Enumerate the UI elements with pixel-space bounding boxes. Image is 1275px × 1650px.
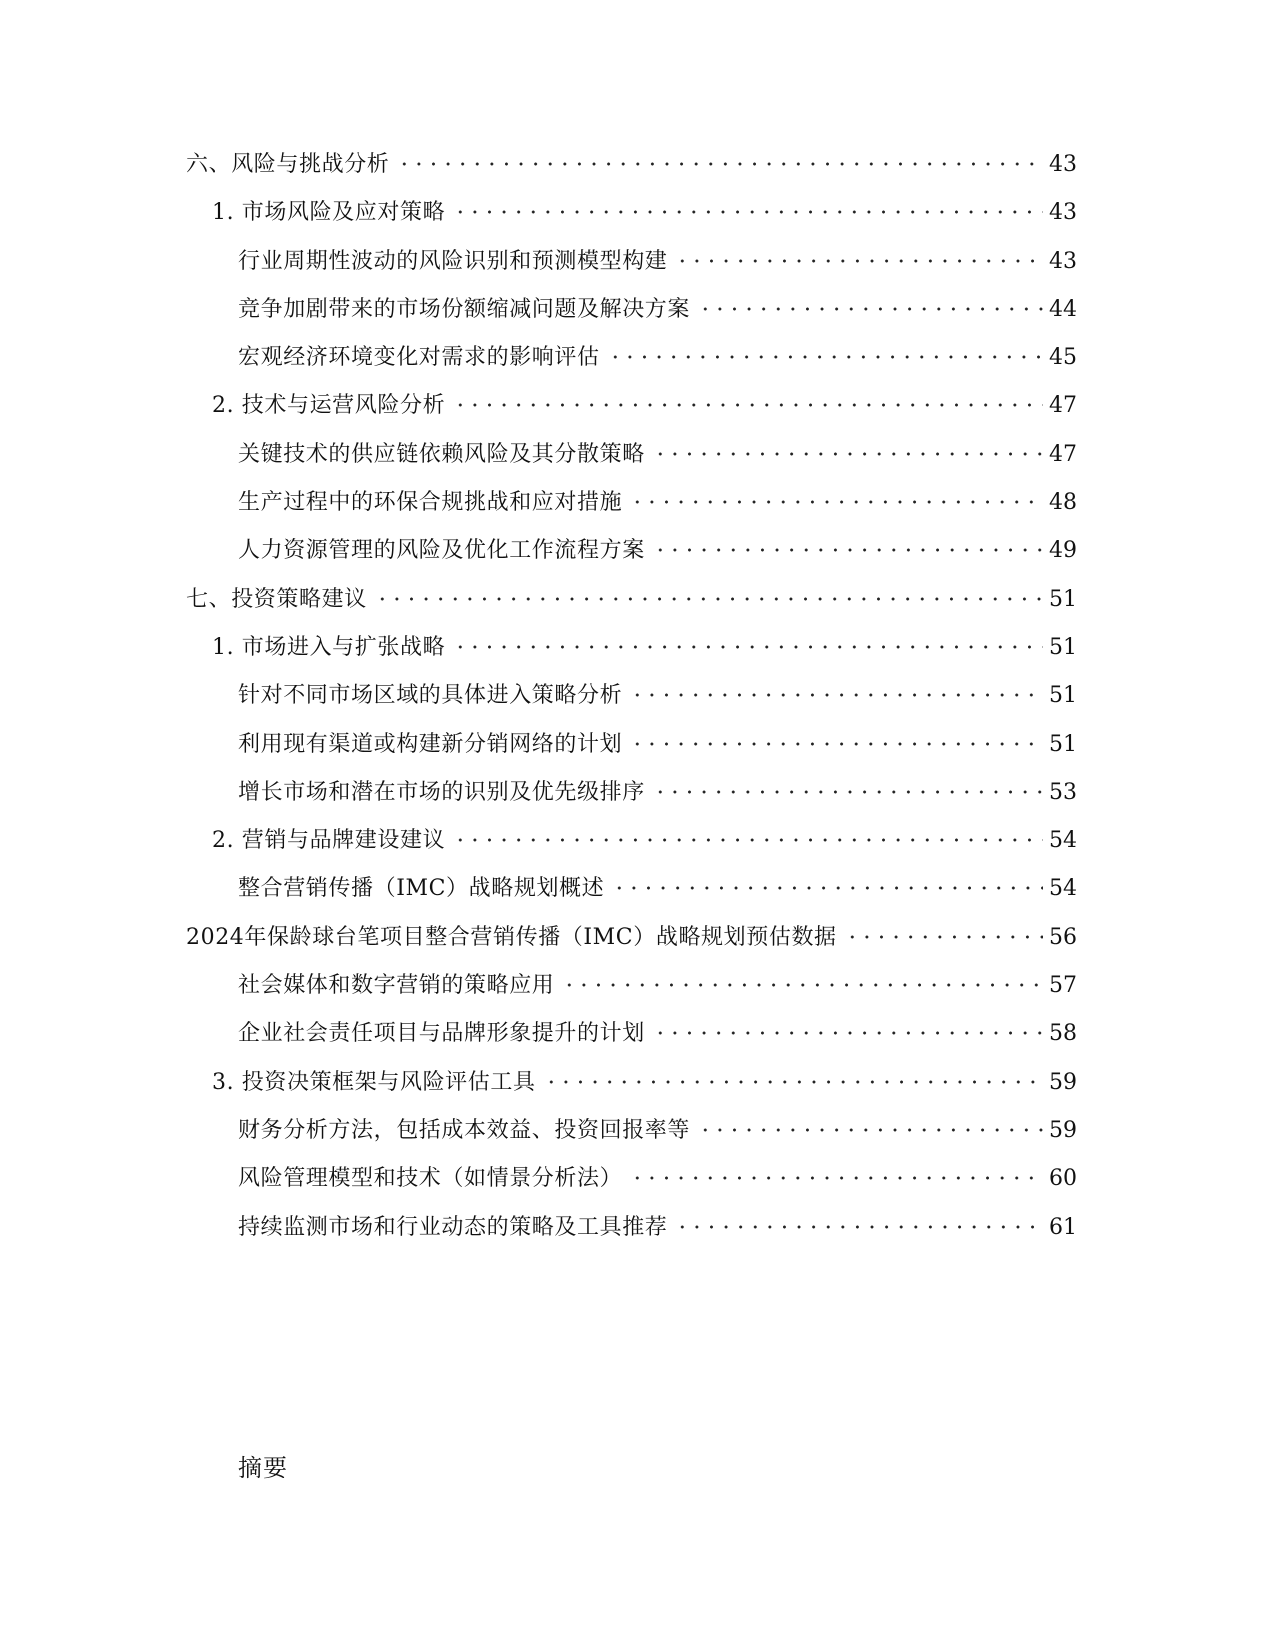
toc-page-number: 54 (1049, 828, 1077, 854)
toc-entry-title: 社会媒体和数字营销的策略应用 (238, 973, 555, 999)
toc-entry[interactable] (186, 1059, 1077, 1107)
toc-entry[interactable] (186, 1155, 1077, 1203)
dot-leader (562, 983, 1043, 987)
toc-entry-title: 生产过程中的环保合规挑战和应对措施 (238, 490, 623, 516)
dot-leader (845, 935, 1043, 939)
toc-entry[interactable] (186, 817, 1077, 865)
toc-page-number: 59 (1049, 1117, 1077, 1143)
dot-leader (675, 1225, 1043, 1229)
toc-entry[interactable] (186, 865, 1077, 913)
toc-entry-title: 六、风险与挑战分析 (186, 152, 390, 177)
toc-page-number: 43 (1049, 248, 1077, 274)
toc-entry[interactable] (186, 624, 1077, 672)
toc-entry-title: 竞争加剧带来的市场份额缩减问题及解决方案 (238, 296, 691, 322)
dot-leader (630, 693, 1043, 697)
toc-entry[interactable] (186, 721, 1077, 769)
toc-entry[interactable] (186, 769, 1077, 817)
dot-leader (453, 645, 1043, 649)
dot-leader (397, 162, 1043, 166)
toc-entry[interactable] (186, 334, 1077, 382)
dot-leader (653, 548, 1043, 552)
abstract-heading: 摘要 (238, 1454, 288, 1482)
toc-page-number: 61 (1049, 1214, 1077, 1240)
toc-entry[interactable] (186, 479, 1077, 527)
toc-page-number: 45 (1049, 345, 1077, 371)
dot-leader (698, 1128, 1043, 1132)
toc-entry-title: 宏观经济环境变化对需求的影响评估 (238, 345, 600, 371)
toc-page-number: 57 (1049, 973, 1077, 999)
dot-leader (453, 838, 1043, 842)
toc-entry-title: 针对不同市场区域的具体进入策略分析 (238, 683, 623, 709)
toc-page-number: 43 (1049, 152, 1077, 177)
toc-page-number: 58 (1049, 1021, 1077, 1047)
toc-entry[interactable] (186, 1204, 1077, 1252)
dot-leader (675, 259, 1043, 263)
toc-page-number: 43 (1049, 200, 1077, 226)
toc-entry-title: 利用现有渠道或构建新分销网络的计划 (238, 731, 623, 757)
dot-leader (653, 452, 1043, 456)
toc-entry[interactable] (186, 527, 1077, 575)
toc-entry-title: 2. 技术与运营风险分析 (212, 393, 446, 419)
toc-entry-title: 3. 投资决策框架与风险评估工具 (212, 1069, 536, 1095)
toc-entry[interactable] (186, 382, 1077, 430)
toc-entry[interactable] (186, 672, 1077, 720)
dot-leader (653, 1031, 1043, 1035)
toc-entry[interactable] (186, 431, 1077, 479)
toc-entry[interactable] (186, 189, 1077, 237)
toc-entry-title: 整合营销传播（IMC）战略规划概述 (238, 876, 605, 902)
toc-entry[interactable] (186, 1010, 1077, 1058)
toc-entry[interactable] (186, 962, 1077, 1010)
toc-page-number: 53 (1049, 779, 1077, 805)
toc-page-number: 47 (1049, 393, 1077, 419)
toc-entry-title: 行业周期性波动的风险识别和预测模型构建 (238, 248, 668, 274)
dot-leader (612, 886, 1043, 890)
toc-page-number: 56 (1049, 924, 1077, 950)
dot-leader (453, 210, 1043, 214)
toc-entry-title: 增长市场和潜在市场的识别及优先级排序 (238, 779, 645, 805)
dot-leader (375, 597, 1043, 601)
toc-page-number: 51 (1049, 683, 1077, 709)
dot-leader (608, 355, 1043, 359)
toc-entry-title: 关键技术的供应链依赖风险及其分散策略 (238, 441, 645, 467)
toc-page-number: 54 (1049, 876, 1077, 902)
toc-entry-title: 1. 市场进入与扩张战略 (212, 634, 446, 660)
toc-entry-title: 2. 营销与品牌建设建议 (212, 828, 446, 854)
dot-leader (630, 742, 1043, 746)
dot-leader (630, 500, 1043, 504)
toc-page-number: 49 (1049, 538, 1077, 564)
toc-entry[interactable] (186, 286, 1077, 334)
toc-entry[interactable] (186, 238, 1077, 286)
toc-entry-title: 财务分析方法，包括成本效益、投资回报率等 (238, 1117, 691, 1143)
toc-entry-title: 七、投资策略建议 (186, 586, 367, 612)
toc-entry-title: 2024年保龄球台笔项目整合营销传播（IMC）战略规划预估数据 (186, 924, 837, 950)
table-of-contents (186, 141, 1077, 1252)
toc-page-number: 51 (1049, 731, 1077, 757)
toc-page-number: 59 (1049, 1069, 1077, 1095)
toc-entry-title: 风险管理模型和技术（如情景分析法） (238, 1166, 623, 1192)
toc-page-number: 60 (1049, 1166, 1077, 1192)
toc-entry-title: 人力资源管理的风险及优化工作流程方案 (238, 538, 645, 564)
dot-leader (544, 1080, 1043, 1084)
toc-page-number: 51 (1049, 586, 1077, 612)
toc-entry[interactable] (186, 141, 1077, 189)
toc-page-number: 48 (1049, 490, 1077, 516)
dot-leader (630, 1176, 1043, 1180)
toc-entry[interactable] (186, 576, 1077, 624)
toc-page-number: 47 (1049, 441, 1077, 467)
toc-entry[interactable] (186, 1107, 1077, 1155)
toc-entry[interactable] (186, 914, 1077, 962)
dot-leader (698, 307, 1043, 311)
toc-page-number: 51 (1049, 634, 1077, 660)
toc-entry-title: 持续监测市场和行业动态的策略及工具推荐 (238, 1214, 668, 1240)
toc-entry-title: 企业社会责任项目与品牌形象提升的计划 (238, 1021, 645, 1047)
dot-leader (453, 403, 1043, 407)
toc-entry-title: 1. 市场风险及应对策略 (212, 200, 446, 226)
toc-page-number: 44 (1049, 296, 1077, 322)
dot-leader (653, 790, 1043, 794)
